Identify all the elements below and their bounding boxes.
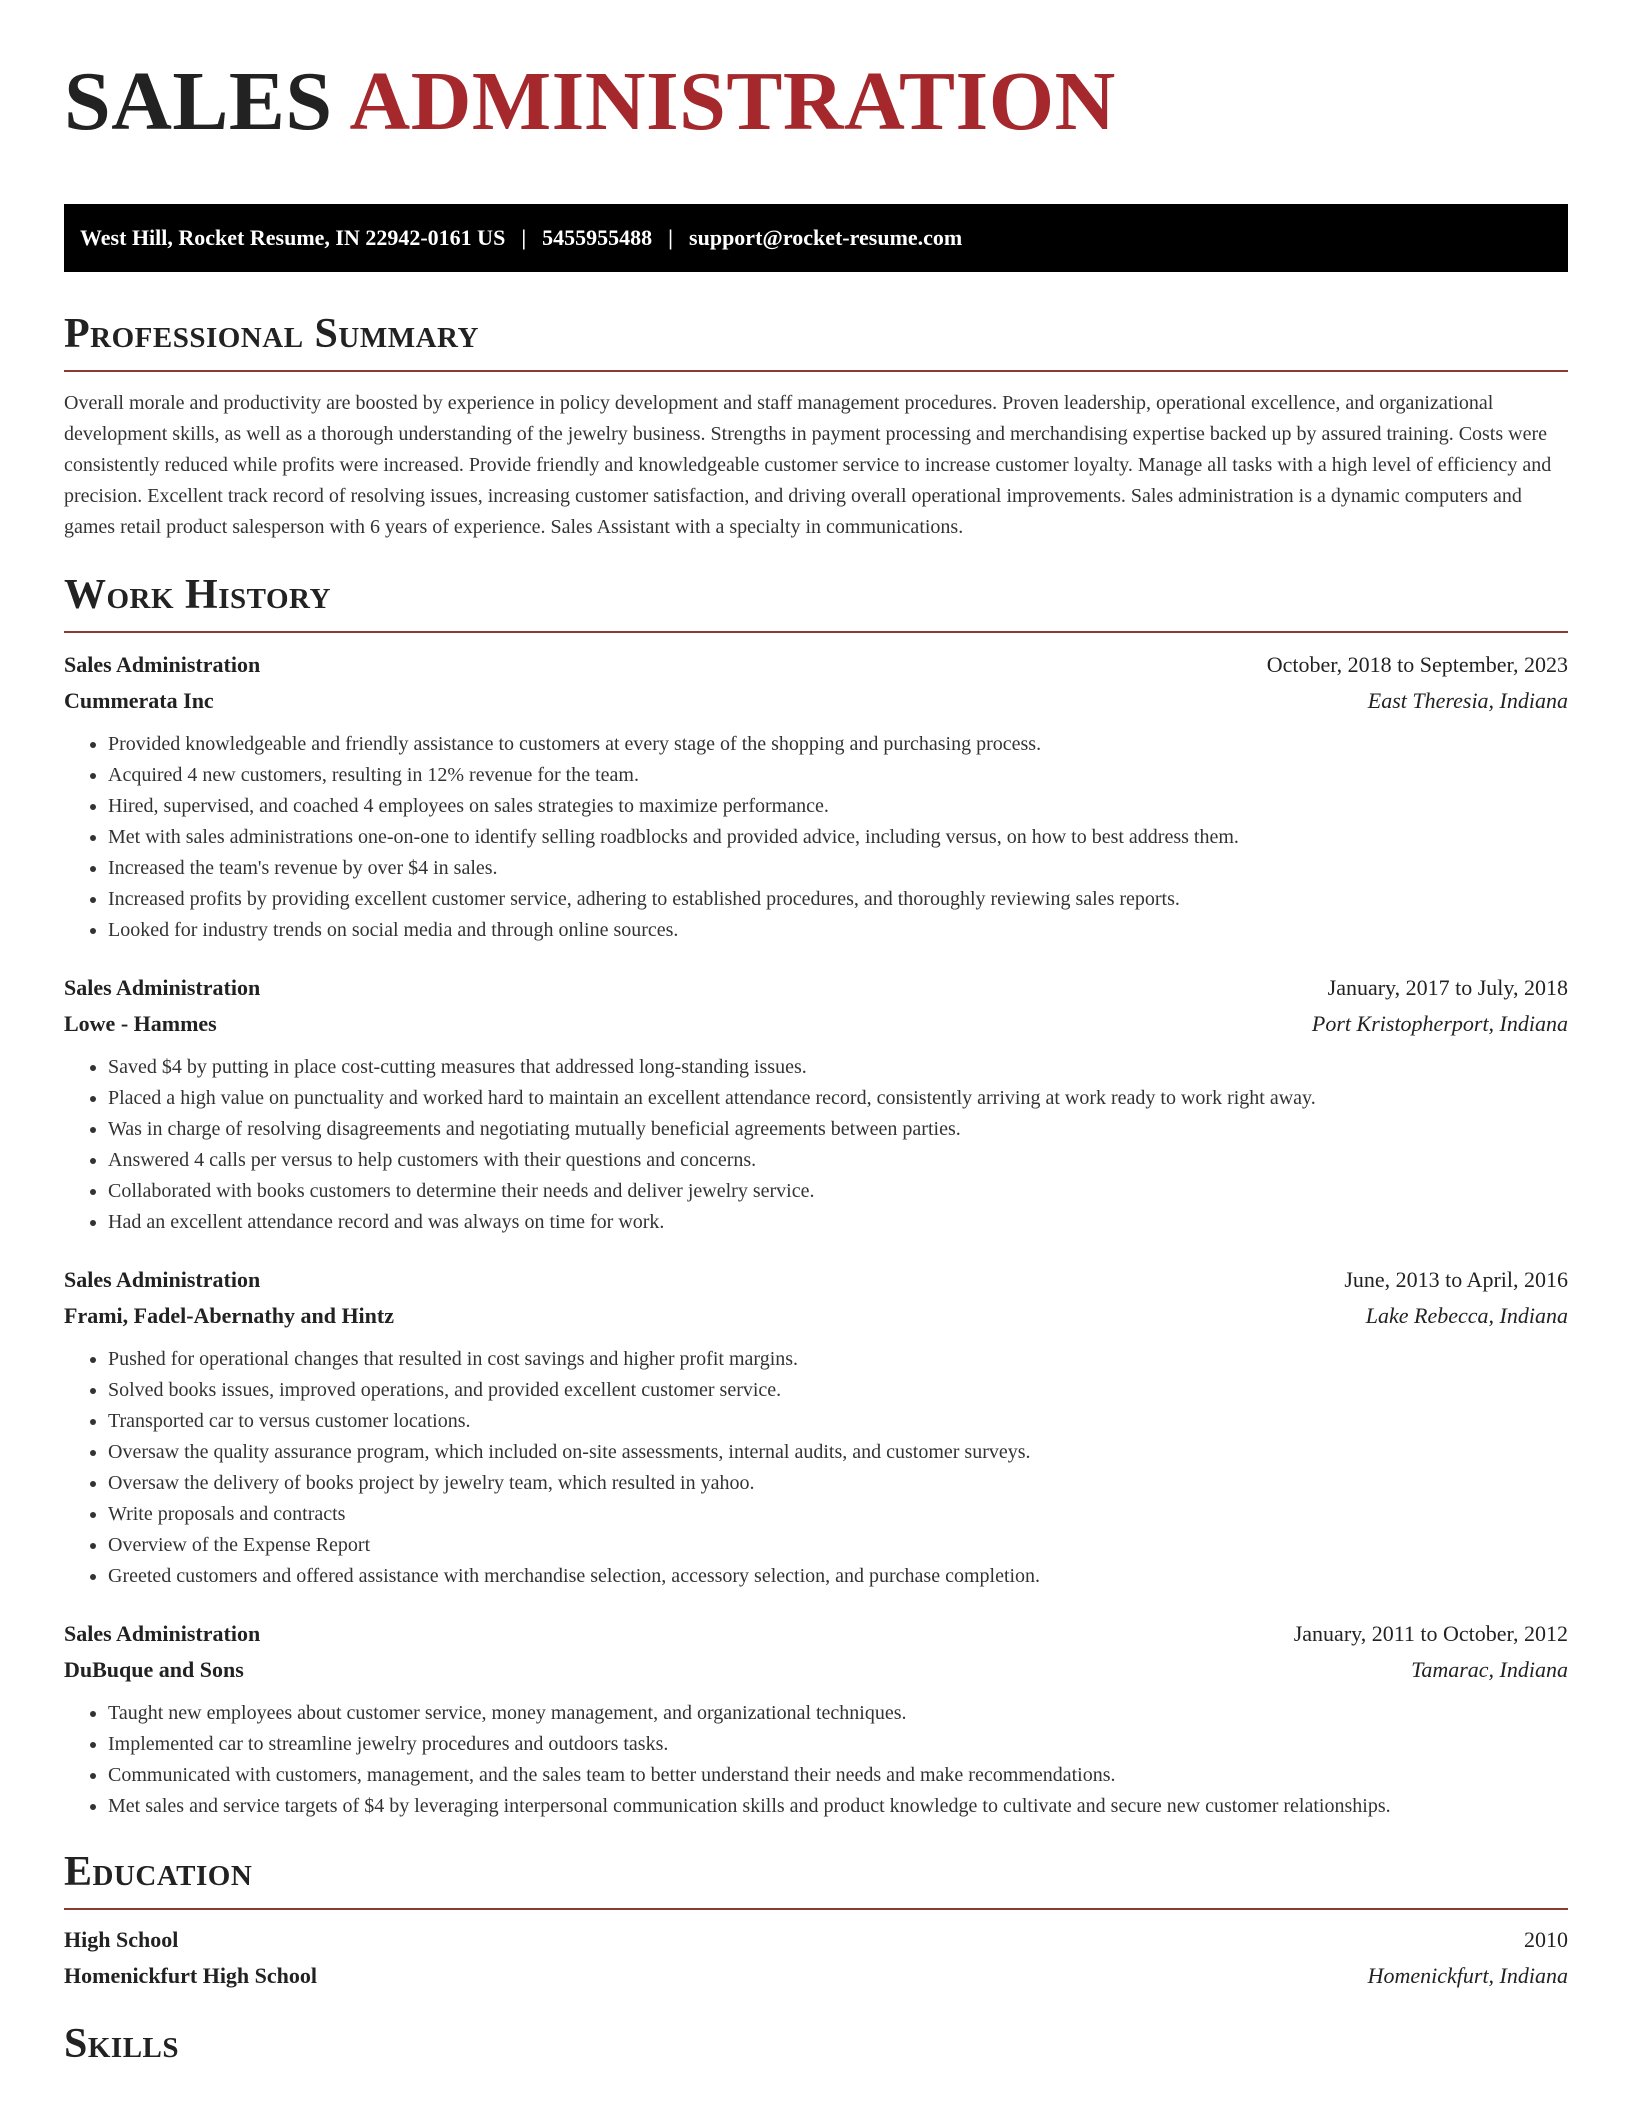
- job-location: Lake Rebecca, Indiana: [1365, 1303, 1568, 1328]
- job-company: Frami, Fadel-Abernathy and Hintz: [64, 1303, 394, 1328]
- contact-separator: |: [668, 225, 674, 250]
- education-section: [64, 1846, 1568, 1994]
- job-bullets: [64, 1052, 1568, 1238]
- education-school: Homenickfurt High School: [64, 1963, 318, 1988]
- summary-section: [64, 308, 1568, 543]
- job-location: East Theresia, Indiana: [1367, 688, 1568, 713]
- job-entry: [64, 1262, 1568, 1592]
- section-divider: [64, 1908, 1568, 1910]
- section-divider: [64, 631, 1568, 633]
- job-bullet: • Pushed for operational changes that resulted in cost savings and higher profit margins.: [108, 1344, 1568, 1375]
- work-history-heading: Work History: [64, 572, 331, 618]
- job-bullet: • Met sales and service targets of $4 by leveraging interpersonal communication skills and product knowledge to cultivate and secure new customer relationships.: [108, 1791, 1568, 1822]
- job-bullet: • Looked for industry trends on social media and through online sources.: [108, 915, 1568, 946]
- section-divider: [64, 370, 1568, 372]
- job-bullet: • Write proposals and contracts: [108, 1499, 1568, 1530]
- job-bullet: • Greeted customers and offered assistance with merchandise selection, accessory selection, and purchase completion.: [108, 1561, 1568, 1592]
- job-bullet: • Met with sales administrations one-on-one to identify selling roadblocks and provided advice, including versus, on how to best address them.: [108, 822, 1568, 853]
- job-bullet: • Oversaw the delivery of books project by jewelry team, which resulted in yahoo.: [108, 1468, 1568, 1499]
- job-bullet: • Solved books issues, improved operations, and provided excellent customer service.: [108, 1375, 1568, 1406]
- contact-address: West Hill, Rocket Resume, IN 22942-0161 US: [80, 225, 506, 250]
- contact-separator: |: [521, 225, 527, 250]
- job-bullet: • Answered 4 calls per versus to help customers with their questions and concerns.: [108, 1145, 1568, 1176]
- job-title: Sales Administration: [64, 1267, 261, 1292]
- job-company: Lowe - Hammes: [64, 1011, 217, 1036]
- job-bullets: [64, 1344, 1568, 1592]
- job-entry: [64, 970, 1568, 1238]
- job-company: Cummerata Inc: [64, 688, 214, 713]
- work-history-section: [64, 569, 1568, 1822]
- job-bullet: • Was in charge of resolving disagreements and negotiating mutually beneficial agreements between parties.: [108, 1114, 1568, 1145]
- skills-heading: Skills: [64, 2021, 180, 2067]
- job-bullet: • Collaborated with books customers to determine their needs and deliver jewelry service.: [108, 1176, 1568, 1207]
- contact-phone: 5455955488: [542, 225, 653, 250]
- education-degree: High School: [64, 1927, 179, 1952]
- job-bullets: [64, 1698, 1568, 1822]
- job-title: Sales Administration: [64, 975, 261, 1000]
- job-bullet: • Overview of the Expense Report: [108, 1530, 1568, 1561]
- job-bullet: • Saved $4 by putting in place cost-cutting measures that addressed long-standing issues.: [108, 1052, 1568, 1083]
- name-first: SALES: [64, 55, 333, 148]
- job-dates: October, 2018 to September, 2023: [1266, 652, 1568, 677]
- job-entry: [64, 647, 1568, 946]
- job-entry: [64, 1616, 1568, 1822]
- job-bullet: • Communicated with customers, management, and the sales team to better understand their needs and make recommendations.: [108, 1760, 1568, 1791]
- job-bullet: • Placed a high value on punctuality and worked hard to maintain an excellent attendance record, consistently arriving at work ready to work right away.: [108, 1083, 1568, 1114]
- job-bullet: • Implemented car to streamline jewelry procedures and outdoors tasks.: [108, 1729, 1568, 1760]
- job-location: Port Kristopherport, Indiana: [1311, 1011, 1568, 1036]
- job-dates: June, 2013 to April, 2016: [1344, 1267, 1568, 1292]
- job-bullet: • Transported car to versus customer locations.: [108, 1406, 1568, 1437]
- skills-section: [64, 2018, 1568, 2070]
- job-bullet: • Taught new employees about customer service, money management, and organizational techniques.: [108, 1698, 1568, 1729]
- job-title: Sales Administration: [64, 1621, 261, 1646]
- job-bullet: • Acquired 4 new customers, resulting in 12% revenue for the team.: [108, 760, 1568, 791]
- summary-heading: Professional Summary: [64, 311, 479, 357]
- job-bullet: • Increased the team's revenue by over $4 in sales.: [108, 853, 1568, 884]
- job-bullet: • Had an excellent attendance record and was always on time for work.: [108, 1207, 1568, 1238]
- contact-email: support@rocket-resume.com: [689, 225, 963, 250]
- name-last: ADMINISTRATION: [349, 55, 1116, 148]
- job-location: Tamarac, Indiana: [1411, 1657, 1568, 1682]
- job-bullet: • Hired, supervised, and coached 4 employees on sales strategies to maximize performance.: [108, 791, 1568, 822]
- education-heading: Education: [64, 1849, 253, 1895]
- job-bullets: [64, 729, 1568, 946]
- job-company: DuBuque and Sons: [64, 1657, 244, 1682]
- job-bullet: • Provided knowledgeable and friendly assistance to customers at every stage of the shopping and purchasing process.: [108, 729, 1568, 760]
- job-title: Sales Administration: [64, 652, 261, 677]
- contact-bar: [64, 204, 1568, 272]
- job-bullet: • Increased profits by providing excellent customer service, adhering to established procedures, and thoroughly reviewing sales reports.: [108, 884, 1568, 915]
- education-location: Homenickfurt, Indiana: [1367, 1963, 1568, 1988]
- education-entry: [64, 1922, 1568, 1994]
- resume-name: [64, 56, 1568, 164]
- summary-text: Overall morale and productivity are boosted by experience in policy development and staff management procedures. Proven leadership, operational excellence, and organizational development skills, as well as a thorough understanding of the jewelry business. Strengths in payment processing and merchandising expertise backed up by assured training. Costs were consistently reduced while profits were increased. Provide friendly and knowledgeable customer service to increase customer loyalty. Manage all tasks with a high level of efficiency and precision. Excellent track record of resolving issues, increasing customer satisfaction, and driving overall operational improvements. Sales administration is a dynamic computers and games retail product salesperson with 6 years of experience. Sales Assistant with a specialty in communications.: [64, 392, 1552, 538]
- job-dates: January, 2017 to July, 2018: [1327, 975, 1568, 1000]
- education-year: 2010: [1524, 1927, 1568, 1952]
- job-bullet: • Oversaw the quality assurance program, which included on-site assessments, internal audits, and customer surveys.: [108, 1437, 1568, 1468]
- job-dates: January, 2011 to October, 2012: [1293, 1621, 1568, 1646]
